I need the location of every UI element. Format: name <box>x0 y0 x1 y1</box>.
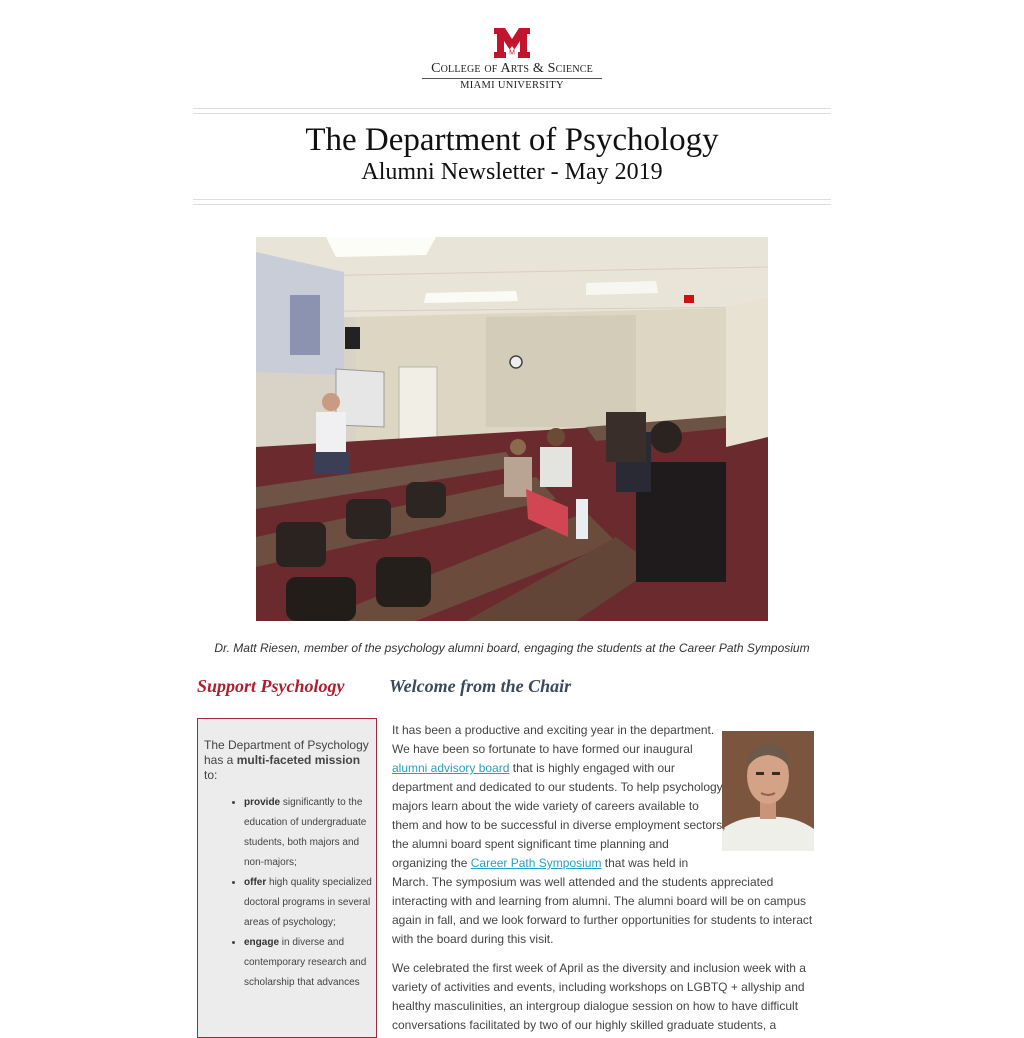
mission-item-text: significantly to the education of undergraduate students, both majors and non-majors; <box>244 797 367 868</box>
miami-m-logo-icon <box>493 28 531 58</box>
logo-university-name: MIAMI UNIVERSITY <box>460 80 564 91</box>
mission-list <box>198 793 372 993</box>
support-psychology-heading[interactable]: Support Psychology <box>197 676 345 696</box>
page-title: The Department of Psychology <box>305 122 719 158</box>
photo-caption: Dr. Matt Riesen, member of the psychology alumni board, engaging the students at the Career Path Symposium <box>214 641 810 655</box>
p1-text-a: It has been a productive and exciting year in the department. We have been so fortunate to have formed our inaugural <box>392 723 715 756</box>
mission-text-pre: The Department of Psychology has a <box>204 738 369 767</box>
welcome-paragraph-1 <box>392 721 824 949</box>
classroom-image-icon <box>256 237 768 621</box>
welcome-heading: Welcome from the Chair <box>389 676 572 696</box>
header-divider-top <box>193 108 831 114</box>
page-subtitle: Alumni Newsletter - May 2019 <box>361 159 663 185</box>
p1-text-c: that was held in March. The symposium was well attended and the students appreciated interacting with and learning from alumni. The alumni board will be on campus again in fall, and we look forward to further opportunities for students to interact with the board during this visit. <box>392 856 813 946</box>
logo-letter: M <box>509 49 515 57</box>
mission-item-text: high quality specialized doctoral programs in several areas of psychology; <box>244 877 372 928</box>
logo-divider <box>422 78 602 79</box>
mission-text-post: to: <box>204 768 218 782</box>
welcome-paragraph-2: We celebrated the first week of April as the diversity and inclusion week with a variety of activities and events, including workshops on LGBTQ + allyship and healthy masculinities, an intergroup dialogue session on how to have difficult conversations facilitated by two of our highly skilled graduate students, a <box>392 961 806 1032</box>
p1-text-b: that is highly engaged with our department and dedicated to our students. To help psychology majors learn about the wide variety of careers available to them and how to be successful in diverse employment sectors, the alumni board spent significant time planning and organizing the <box>392 761 726 870</box>
mission-item-keyword: engage <box>244 937 280 948</box>
symposium-photo <box>256 237 768 621</box>
logo-college-name: College of Arts & Science <box>431 61 593 76</box>
mission-item <box>244 933 372 993</box>
mission-item <box>244 793 372 873</box>
college-logo[interactable] <box>0 28 1024 91</box>
mission-text-bold: multi-faceted mission <box>236 753 361 767</box>
header-divider-bottom <box>193 199 831 205</box>
support-psychology-box <box>197 718 377 1038</box>
career-path-symposium-link[interactable]: Career Path Symposium <box>470 856 602 870</box>
mission-item-keyword: offer <box>244 877 267 888</box>
mission-statement <box>204 738 370 783</box>
alumni-advisory-board-link[interactable]: alumni advisory board <box>392 761 510 775</box>
mission-item-keyword: provide <box>244 797 281 808</box>
mission-item-text: in diverse and contemporary research and scholarship that advances <box>244 937 367 988</box>
mission-item <box>244 873 372 933</box>
